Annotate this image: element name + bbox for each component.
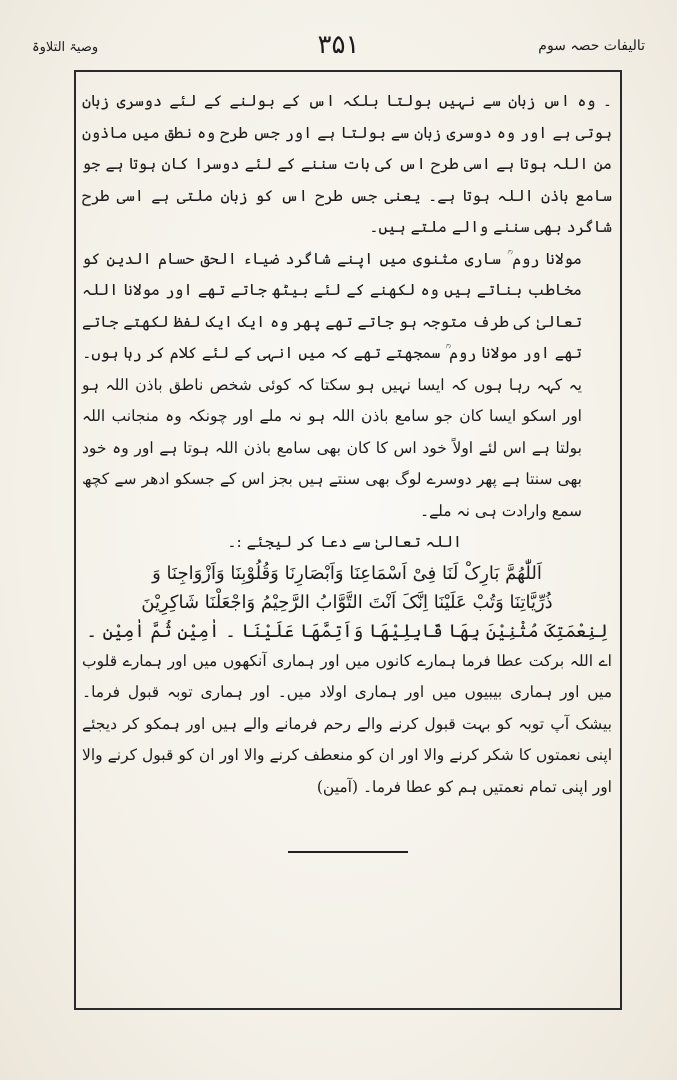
closing-divider: [288, 851, 408, 853]
dua-translation: اے اللہ برکت عطا فرما ہمارے کانوں میں اور ہماری آنکھوں میں اور ہمارے قلوب میں اور ہماری بیبیوں میں اور ہماری اولاد میں۔ اور ہماری توبہ قبول فرما۔ بیشک آپ توبہ کو بہت قبول کرنے والے رحم فرمانے والے ہیں اور ہمکو کر دیجئے اپنی نعمتوں کا شکر کرنے والا اور ان کو منعطف کرنے والا اور ان کو قبول کرنے والا اور اپنی تمام نعمتیں ہم کو عطا فرما۔ (آمین): [82, 651, 612, 796]
header-section-title: وصیۃ التلاوۃ: [32, 40, 99, 55]
page-header: [32, 30, 645, 64]
page-body: [82, 86, 612, 803]
paragraph-3: یہ کہہ رہا ہوں کہ ایسا نہیں ہو سکتا کہ کوئی شخص ناطق باذن اللہ ہو اور اسکو ایسا کان جو سامع باذن اللہ ہو نہ ملے اور چونکہ وہ منجانب اللہ بولتا ہے اس لئے اولاً خود اس کا کان بھی سامع باذن اللہ ہوتا ہے اور وہ خود بھی سنتا ہے پھر دوسرے لوگ بھی سنتے ہیں بجز اس کے جسکو ادھر سے کچھ سمع وارادت ہی نہ ملے۔: [82, 375, 582, 520]
page-number: ۳۵۱: [317, 30, 360, 60]
arabic-dua-line-1: اَللّٰھُمَّ بَارِکْ لَنَا فِیْ اَسْمَاعِنَا وَاَبْصَارِنَا وَقُلُوْبِنَا وَاَزْوَاجِنَا وَ: [152, 562, 542, 584]
paragraph-1: ۔ وہ اس زبان سے نہیں بولتا بلکہ اس کے بولنے کے لئے دوسری زبان ہوتی ہے اور وہ دوسری زبان سے بولتا ہے اور جس طرح وہ نطق میں ماذون من اللہ ہوتا ہے اسی طرح اس کی بات سننے کے لئے دوسرا کان ہوتا ہے جو سامع باذن اللہ ہوتا ہے۔ یعنی جس طرح اس کو زبان ملتی ہے اسی طرح شاگرد بھی سننے والے ملتے ہیں۔: [82, 92, 612, 236]
dua-intro: اللہ تعالیٰ سے دعا کر لیجئے :۔: [227, 533, 462, 551]
arabic-dua-line-2: ذُرِّیَّاتِنَا وَتُبْ عَلَیْنَا اِنَّکَ اَنْتَ التَّوَّابُ الرَّحِیْمُ وَاجْعَلْنَا شَاکِرِیْنَ: [141, 591, 553, 613]
header-book-title: تالیفات حصہ سوم: [538, 38, 645, 54]
paragraph-2: مولانا روم ؒ ساری مثنوی میں اپنے شاگرد ضیاء الحق حسام الدین کو مخاطب بناتے ہیں وہ لکھنے کے لئے بیٹھ جاتے تھے اور مولانا اللہ تعالیٰ کی طرف متوجہ ہو جاتے تھے پھر وہ ایک ایک لفظ لکھتے جاتے تھے اور مولانا روم ؒ سمجھتے تھے کہ میں انہی کے لئے کلام کر رہا ہوں۔: [82, 249, 582, 362]
arabic-dua-line-3: لِنِعْمَتِکَ مُثْنِیْنَ بِھَا قَابِلِیْھَا وَاَتِمَّھَا عَلَیْنَا ۔ اٰمِیْن ثُمَّ اٰمِیْن ۔: [86, 620, 608, 642]
